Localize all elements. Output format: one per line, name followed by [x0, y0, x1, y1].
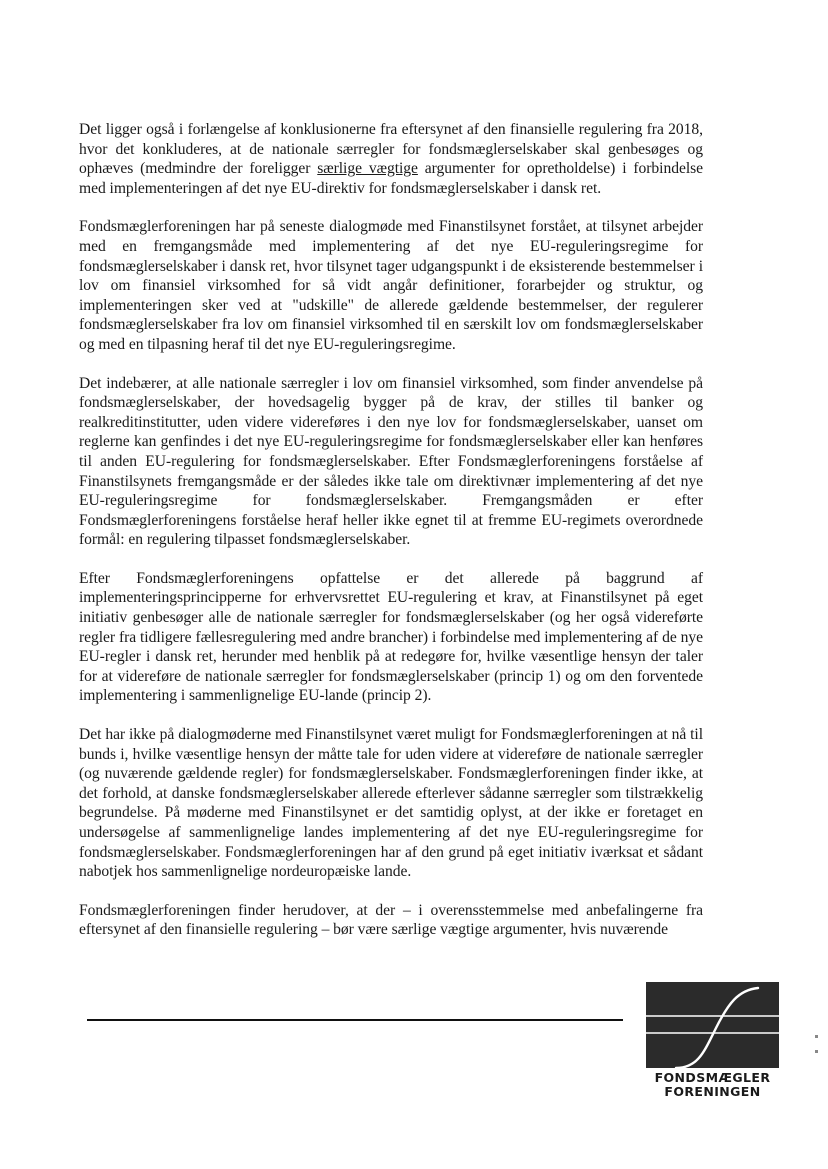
paragraph-5: Det har ikke på dialogmøderne med Finanstilsynet været muligt for Fondsmæglerforeningen at nå til bunds i, hvilke væsentlige hensyn der måtte tale for uden videre at videreføre de nationale særregler (og nuværende gældende regler) for fondsmæglerselskaber. Fondsmæglerforeningen finder ikke, at det forhold, at danske fondsmæglerselskaber allerede efterlever sådanne særregler som tilstrækkelig begrundelse. På møderne med Finanstilsynet er det samtidig oplyst, at der ikke er foretaget en undersøgelse af sammenlignelige landes implementering af det nye EU-reguleringsregime for fondsmæglerselskaber. Fondsmæglerforeningen har af den grund på eget initiativ iværksat et sådant nabotjek hos sammenlignelige nordeuropæiske lande.: [79, 726, 703, 881]
organization-logo: [646, 982, 779, 1099]
logo-mark-icon: [646, 982, 779, 1068]
paragraph-4: Efter Fondsmæglerforeningens opfattelse er det allerede på baggrund af implementeringsprincipperne for erhvervsrettet EU-regulering et krav, at Finanstilsynet på eget initiativ genbesøger alle de nationale særregler for fondsmæglerselskaber (og her også videreførte regler fra tidligere fællesregulering med andre brancher) i forbindelse med implementering af de nye EU-regler i dansk ret, herunder med henblik på at redegøre for, hvilke væsentlige hensyn der taler for at videreføre de nationale særregler for fondsmæglerselskaber (princip 1) og om den forventede implementering i sammenlignelige EU-lande (princip 2).: [79, 569, 703, 705]
scan-mark: [815, 1050, 818, 1053]
paragraph-1-text-end: argumenter for opretholdelse) i forbindelse med implementeringen af det nye EU-direktiv for fondsmæglerselskaber i dansk ret.: [79, 160, 703, 197]
paragraph-1-text: Det ligger også i forlængelse af konklusionerne fra eftersynet af den finansielle regulering fra 2018, hvor det konkluderes, at de nationale særregler for fondsmæglerselskaber skal genbesøges og ophæves (medmindre der foreligger: [79, 121, 703, 178]
paragraph-1: [79, 120, 703, 198]
body-text: [79, 120, 703, 959]
scan-mark: [815, 1035, 818, 1038]
paragraph-2: Fondsmæglerforeningen har på seneste dialogmøde med Finanstilsynet forstået, at tilsynet arbejder med en fremgangsmåde med implementering af det nye EU-reguleringsregime for fondsmæglerselskaber i dansk ret, hvor tilsynet tager udgangspunkt i de eksisterende bestemmelser i lov om finansiel virksomhed for så vidt angår definitioner, forarbejder og struktur, og implementeringen sker ved at "udskille" de allerede gældende bestemmelser, der regulerer fondsmæglerselskaber fra lov om finansiel virksomhed til en særskilt lov om fondsmæglerselskaber og med en tilpasning heraf til det nye EU-reguleringsregime.: [79, 218, 703, 353]
footer-rule: [87, 1019, 623, 1021]
underlined-phrase: særlige vægtige: [317, 160, 418, 178]
logo-text-line-1: FONDSMÆGLER: [654, 1070, 771, 1085]
paragraph-6: Fondsmæglerforeningen finder herudover, at der – i overensstemmelse med anbefalingerne fra eftersynet af den finansielle regulering – bør være særlige vægtige argumenter, hvis nuværende: [79, 901, 703, 939]
paragraph-3: Det indebærer, at alle nationale særregler i lov om finansiel virksomhed, som finder anvendelse på fondsmæglerselskaber, der hovedsagelig bygger på de krav, der stilles til banker og realkreditinstitutter, uden videre videreføres i den nye lov for fondsmæglerselskaber, uanset om reglerne kan genfindes i det nye EU-reguleringsregime for fondsmæglerselskaber eller kan henføres til anden EU-regulering for fondsmæglerselskaber. Efter Fondsmæglerforeningens forståelse af Finanstilsynets fremgangsmåde er der således ikke tale om direktivnær implementering af det nye EU-reguleringsregime for fondsmæglerselskaber. Fremgangsmåden er efter Fondsmæglerforeningens forståelse heraf heller ikke egnet til at fremme EU-regimets overordnede formål: en regulering tilpasset fondsmæglerselskaber.: [79, 374, 703, 549]
logo-text-line-2: FORENINGEN: [664, 1084, 761, 1099]
logo-text: [646, 1071, 779, 1099]
